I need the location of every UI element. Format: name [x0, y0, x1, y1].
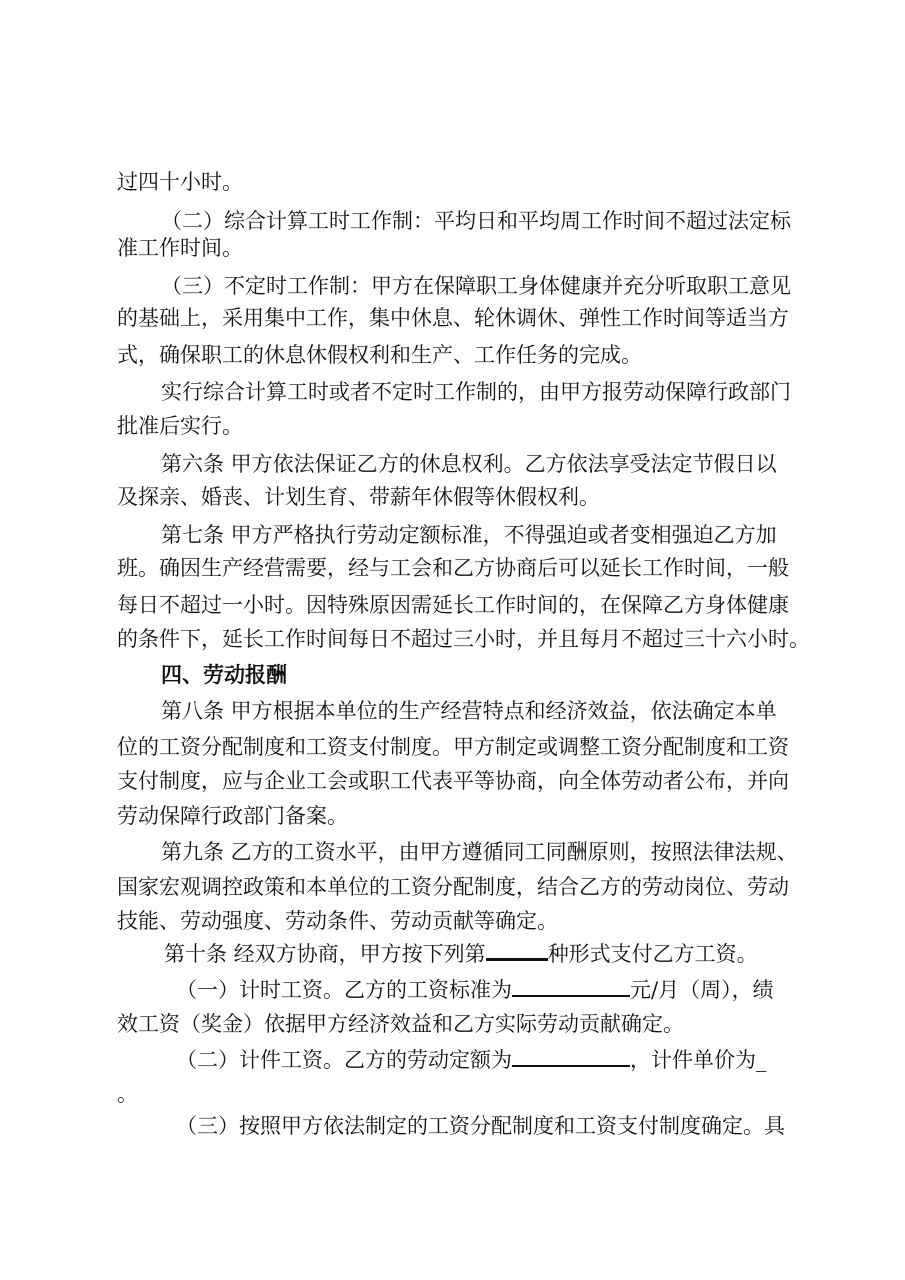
time-wage-post: 元/月（周），绩	[630, 978, 774, 1002]
text-line: 每日不超过一小时。因特殊原因需延长工作时间的，在保障乙方身体健康	[117, 593, 789, 617]
text-line: 支付制度，应与企业工会或职工代表平等协商，向全体劳动者公布，并向	[117, 769, 789, 793]
labor-quota-blank[interactable]	[512, 1045, 630, 1067]
piece-wage-line	[176, 1044, 905, 1076]
article-10-line	[164, 938, 905, 970]
piece-wage-mid: ，计件单价为	[630, 1048, 756, 1072]
text-line: 及探亲、婚丧、计划生育、带薪年休假等休假权利。	[117, 485, 600, 509]
article-10-post: 种形式支付乙方工资。	[547, 942, 758, 966]
section-heading: 四、劳动报酬	[161, 663, 287, 687]
text-line: 。	[117, 1082, 138, 1106]
text-line: 的条件下，延长工作时间每日不超过三小时，并且每月不超过三十六小时。	[117, 627, 810, 651]
time-wage-pre: （一）计时工资。乙方的工资标准为	[176, 978, 512, 1002]
article-9-line: 第九条 乙方的工资水平，由甲方遵循同工同酬原则，按照法律法规、	[161, 840, 798, 864]
text-line: （三）不定时工作制：甲方在保障职工身体健康并充分听取职工意见	[161, 274, 791, 298]
text-line: 位的工资分配制度和工资支付制度。甲方制定或调整工资分配制度和工资	[117, 735, 789, 759]
text-line: 实行综合计算工时或者不定时工作制的，由甲方报劳动保障行政部门	[161, 380, 791, 404]
time-wage-line	[176, 974, 905, 1006]
text-line: 班。确因生产经营需要，经与工会和乙方协商后可以延长工作时间，一般	[117, 556, 789, 580]
text-line: 批准后实行。	[117, 414, 243, 438]
text-line: 过四十小时。	[117, 170, 243, 194]
article-6-line: 第六条 甲方依法保证乙方的休息权利。乙方依法享受法定节假日以	[161, 452, 777, 476]
text-line: （三）按照甲方依法制定的工资分配制度和工资支付制度确定。具	[176, 1114, 785, 1138]
article-10-pre: 第十条 经双方协商，甲方按下列第	[164, 942, 486, 966]
article-7-line: 第七条 甲方严格执行劳动定额标准，不得强迫或者变相强迫乙方加	[161, 523, 777, 547]
article-8-line: 第八条 甲方根据本单位的生产经营特点和经济效益，依法确定本单	[161, 699, 777, 723]
text-line: 效工资（奖金）依据甲方经济效益和乙方实际劳动贡献确定。	[117, 1012, 684, 1036]
text-line: 劳动保障行政部门备案。	[117, 804, 348, 828]
piece-wage-pre: （二）计件工资。乙方的劳动定额为	[176, 1048, 512, 1072]
text-line: （二）综合计算工时工作制：平均日和平均周工作时间不超过法定标	[161, 209, 791, 233]
text-line: 式，确保职工的休息休假权利和生产、工作任务的完成。	[117, 343, 642, 367]
text-line: 准工作时间。	[117, 236, 243, 260]
text-line: 技能、劳动强度、劳动条件、劳动贡献等确定。	[117, 909, 558, 933]
piece-price-blank[interactable]: _	[756, 1048, 767, 1072]
text-line: 的基础上，采用集中工作，集中休息、轮休调休、弹性工作时间等适当方	[117, 306, 789, 330]
wage-standard-blank[interactable]	[512, 975, 630, 997]
wage-form-blank[interactable]	[486, 938, 548, 961]
text-line: 国家宏观调控政策和本单位的工资分配制度，结合乙方的劳动岗位、劳动	[117, 875, 789, 899]
